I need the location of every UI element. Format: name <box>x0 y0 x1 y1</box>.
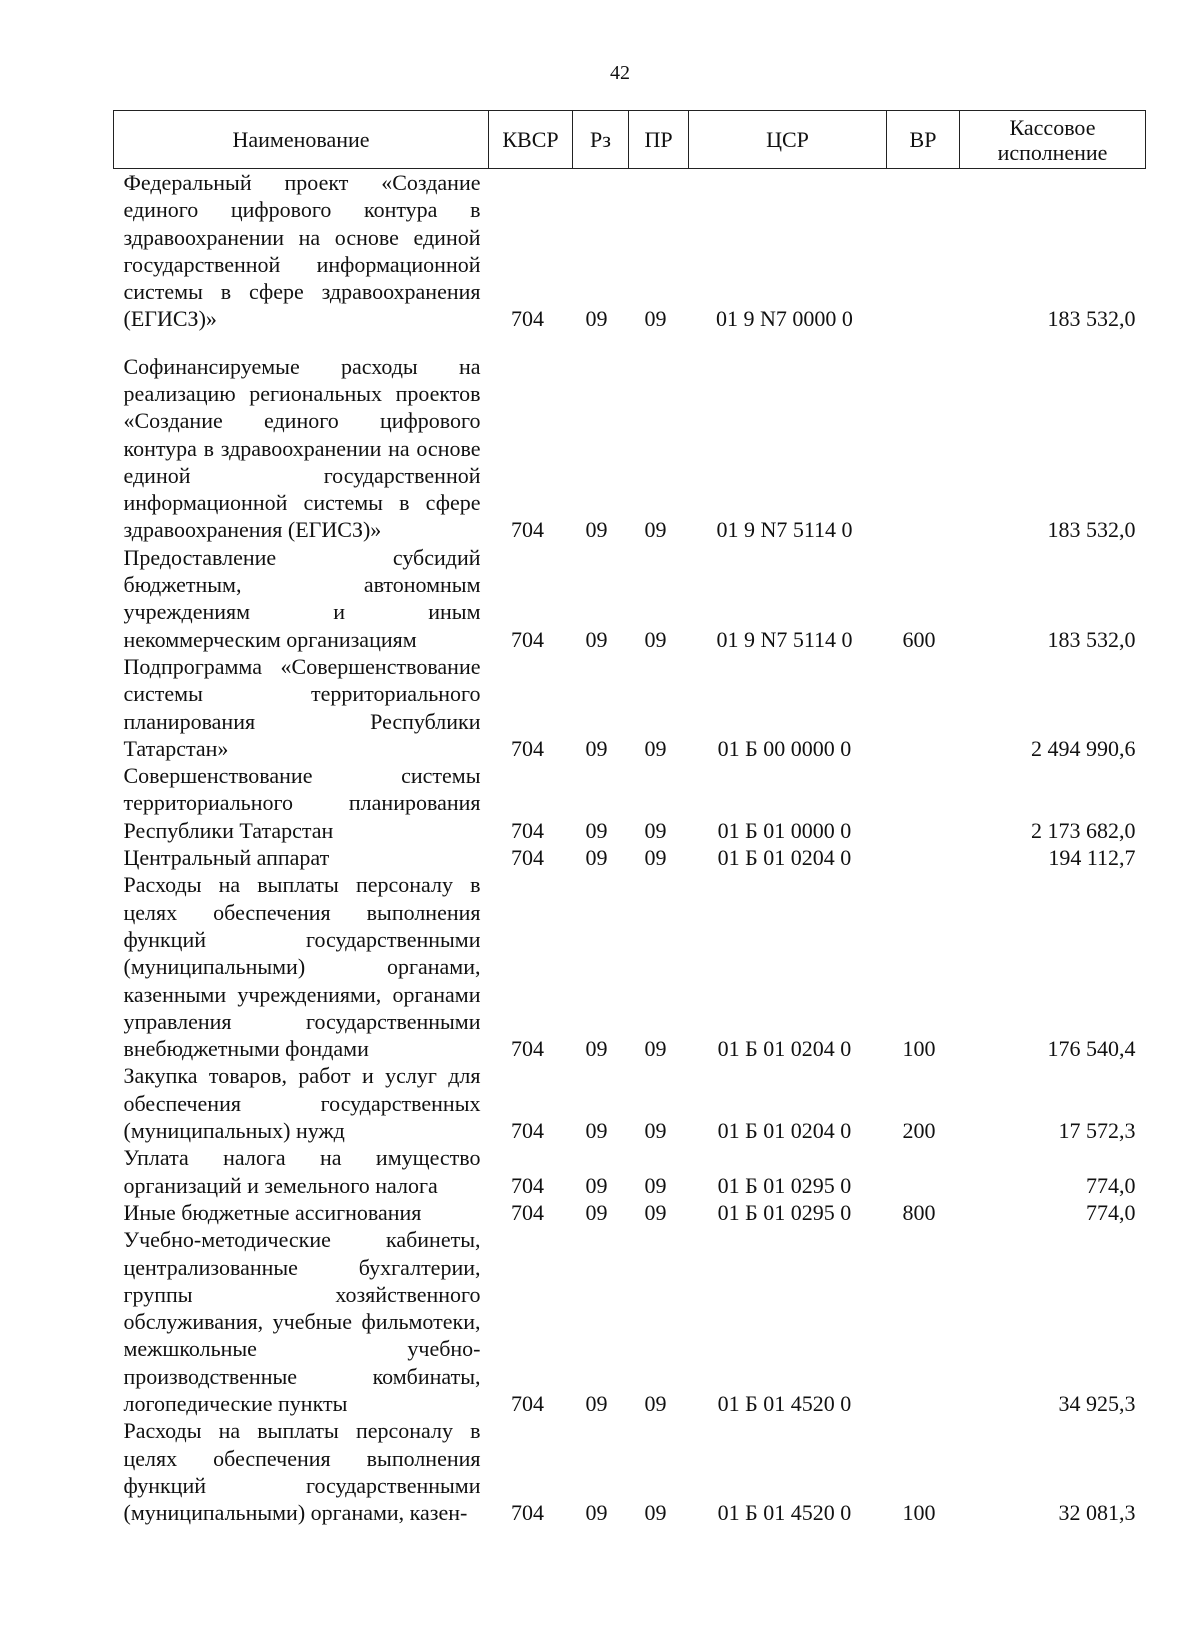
cell-pr: 09 <box>644 1118 667 1144</box>
cell-rz: 09 <box>585 1036 608 1062</box>
cell-sum: 183 532,0 <box>1047 306 1136 332</box>
cell-name: Иные бюджетные ассигнования <box>123 1199 422 1225</box>
cell-csr: 01 Б 01 0204 0 <box>717 845 852 871</box>
header-rz: Рз <box>573 111 629 169</box>
cell-vr <box>887 844 960 871</box>
cell-kvsr: 704 <box>511 735 544 761</box>
cell-pr: 09 <box>644 306 667 332</box>
table-row <box>114 169 1146 333</box>
cell-vr: 800 <box>902 1199 936 1225</box>
cell-rz: 09 <box>585 306 608 332</box>
cell-vr <box>887 762 960 844</box>
cell-pr: 09 <box>644 735 667 761</box>
cell-vr: 600 <box>902 626 936 652</box>
table-row <box>114 1062 1146 1144</box>
cell-pr: 09 <box>644 517 667 543</box>
table-row <box>114 1226 1146 1417</box>
cell-kvsr: 704 <box>511 306 544 332</box>
cell-vr <box>887 169 960 333</box>
cell-name: Предоставление субсидий бюджетным, автономным учреждениям и иным некоммерческим организациям <box>123 544 481 652</box>
cell-rz: 09 <box>585 845 608 871</box>
cell-pr: 09 <box>644 626 667 652</box>
cell-name: Учебно-методические кабинеты, централизованные бухгалтерии, группы хозяйственного обслуживания, учебные фильмотеки, межшкольные учебно-производственные комбинаты, логопедические пункты <box>123 1227 481 1416</box>
budget-table <box>113 110 1146 1526</box>
cell-vr: 100 <box>902 1500 936 1526</box>
table-row <box>114 871 1146 1062</box>
cell-csr: 01 9 N7 0000 0 <box>716 306 853 332</box>
cell-kvsr: 704 <box>511 1390 544 1416</box>
cell-pr: 09 <box>644 1390 667 1416</box>
cell-name: Софинансируемые расходы на реализацию региональных проектов «Создание единого цифрового контура в здравоохранении на основе единой государственной информационной системы в сфере здравоохранения (ЕГИСЗ)» <box>123 353 481 543</box>
cell-csr: 01 Б 01 0204 0 <box>717 1118 852 1144</box>
cell-rz: 09 <box>585 626 608 652</box>
cell-sum: 2 494 990,6 <box>1031 735 1136 761</box>
cell-rz: 09 <box>585 817 608 843</box>
table-row <box>114 1199 1146 1226</box>
header-pr: ПР <box>629 111 689 169</box>
cell-sum: 32 081,3 <box>1058 1500 1136 1526</box>
cell-csr: 01 9 N7 5114 0 <box>716 517 853 543</box>
header-name: Наименование <box>114 111 489 169</box>
cell-kvsr: 704 <box>511 1118 544 1144</box>
cell-kvsr: 704 <box>511 817 544 843</box>
cell-pr: 09 <box>644 845 667 871</box>
cell-name: Расходы на выплаты персоналу в целях обеспечения выполнения функций государственными (муниципальными) органами, казенными учреждениями, органами управления государственными внебюджетными фондами <box>123 872 481 1062</box>
cell-vr <box>887 333 960 544</box>
header-kvsr: КВСР <box>489 111 573 169</box>
cell-kvsr: 704 <box>511 1036 544 1062</box>
cell-pr: 09 <box>644 1199 667 1225</box>
cell-kvsr: 704 <box>511 1199 544 1225</box>
cell-kvsr: 704 <box>511 1172 544 1198</box>
cell-name: Подпрограмма «Совершенствование системы территориального планирования Республики Татарстан» <box>123 653 481 761</box>
header-row <box>114 111 1146 169</box>
cell-csr: 01 Б 01 0295 0 <box>717 1199 852 1225</box>
cell-sum: 17 572,3 <box>1058 1118 1136 1144</box>
cell-csr: 01 Б 00 0000 0 <box>717 735 852 761</box>
cell-sum: 183 532,0 <box>1047 626 1136 652</box>
cell-sum: 774,0 <box>1086 1172 1136 1198</box>
header-sum: Кассовое исполнение <box>960 111 1146 169</box>
header-vr: ВР <box>887 111 960 169</box>
cell-rz: 09 <box>585 735 608 761</box>
page-number: 42 <box>610 62 630 84</box>
cell-csr: 01 Б 01 4520 0 <box>717 1390 852 1416</box>
cell-sum: 34 925,3 <box>1058 1390 1136 1416</box>
cell-csr: 01 Б 01 4520 0 <box>717 1500 852 1526</box>
cell-sum: 2 173 682,0 <box>1031 817 1136 843</box>
cell-sum: 176 540,4 <box>1047 1036 1136 1062</box>
cell-csr: 01 Б 01 0295 0 <box>717 1172 852 1198</box>
cell-pr: 09 <box>644 1172 667 1198</box>
cell-csr: 01 9 N7 5114 0 <box>716 626 853 652</box>
table-row <box>114 1417 1146 1526</box>
cell-name: Расходы на выплаты персоналу в целях обеспечения выполнения функций государственными (муниципальными) органами, казен- <box>123 1418 481 1526</box>
table-row <box>114 762 1146 844</box>
cell-sum: 774,0 <box>1086 1199 1136 1225</box>
cell-pr: 09 <box>644 1036 667 1062</box>
cell-kvsr: 704 <box>511 517 544 543</box>
cell-sum: 194 112,7 <box>1048 845 1136 871</box>
cell-rz: 09 <box>585 1199 608 1225</box>
table-row <box>114 544 1146 653</box>
cell-csr: 01 Б 01 0204 0 <box>717 1036 852 1062</box>
table-row <box>114 1144 1146 1199</box>
cell-sum: 183 532,0 <box>1047 517 1136 543</box>
table-row <box>114 653 1146 762</box>
cell-rz: 09 <box>585 1500 608 1526</box>
cell-rz: 09 <box>585 1390 608 1416</box>
cell-vr: 100 <box>902 1036 936 1062</box>
cell-rz: 09 <box>585 517 608 543</box>
cell-kvsr: 704 <box>511 845 544 871</box>
cell-name: Центральный аппарат <box>123 845 330 871</box>
cell-kvsr: 704 <box>511 626 544 652</box>
cell-pr: 09 <box>644 1500 667 1526</box>
header-csr: ЦСР <box>689 111 887 169</box>
cell-kvsr: 704 <box>511 1500 544 1526</box>
cell-vr: 200 <box>902 1118 936 1144</box>
cell-name: Совершенствование системы территориального планирования Республики Татарстан <box>123 763 481 843</box>
cell-pr: 09 <box>644 817 667 843</box>
table-body <box>114 169 1146 1527</box>
cell-vr <box>887 1226 960 1417</box>
cell-rz: 09 <box>585 1172 608 1198</box>
table-row <box>114 844 1146 871</box>
cell-name: Уплата налога на имущество организаций и земельного налога <box>123 1145 481 1198</box>
cell-name: Федеральный проект «Создание единого цифрового контура в здравоохранении на основе единой государственной информационной системы в сфере здравоохранения (ЕГИСЗ)» <box>123 170 481 332</box>
cell-name: Закупка товаров, работ и услуг для обеспечения государственных (муниципальных) нужд <box>123 1063 481 1144</box>
cell-rz: 09 <box>585 1118 608 1144</box>
cell-csr: 01 Б 01 0000 0 <box>717 817 852 843</box>
cell-vr <box>887 1144 960 1199</box>
table-row <box>114 333 1146 544</box>
cell-vr <box>887 653 960 762</box>
table-header <box>114 111 1146 169</box>
